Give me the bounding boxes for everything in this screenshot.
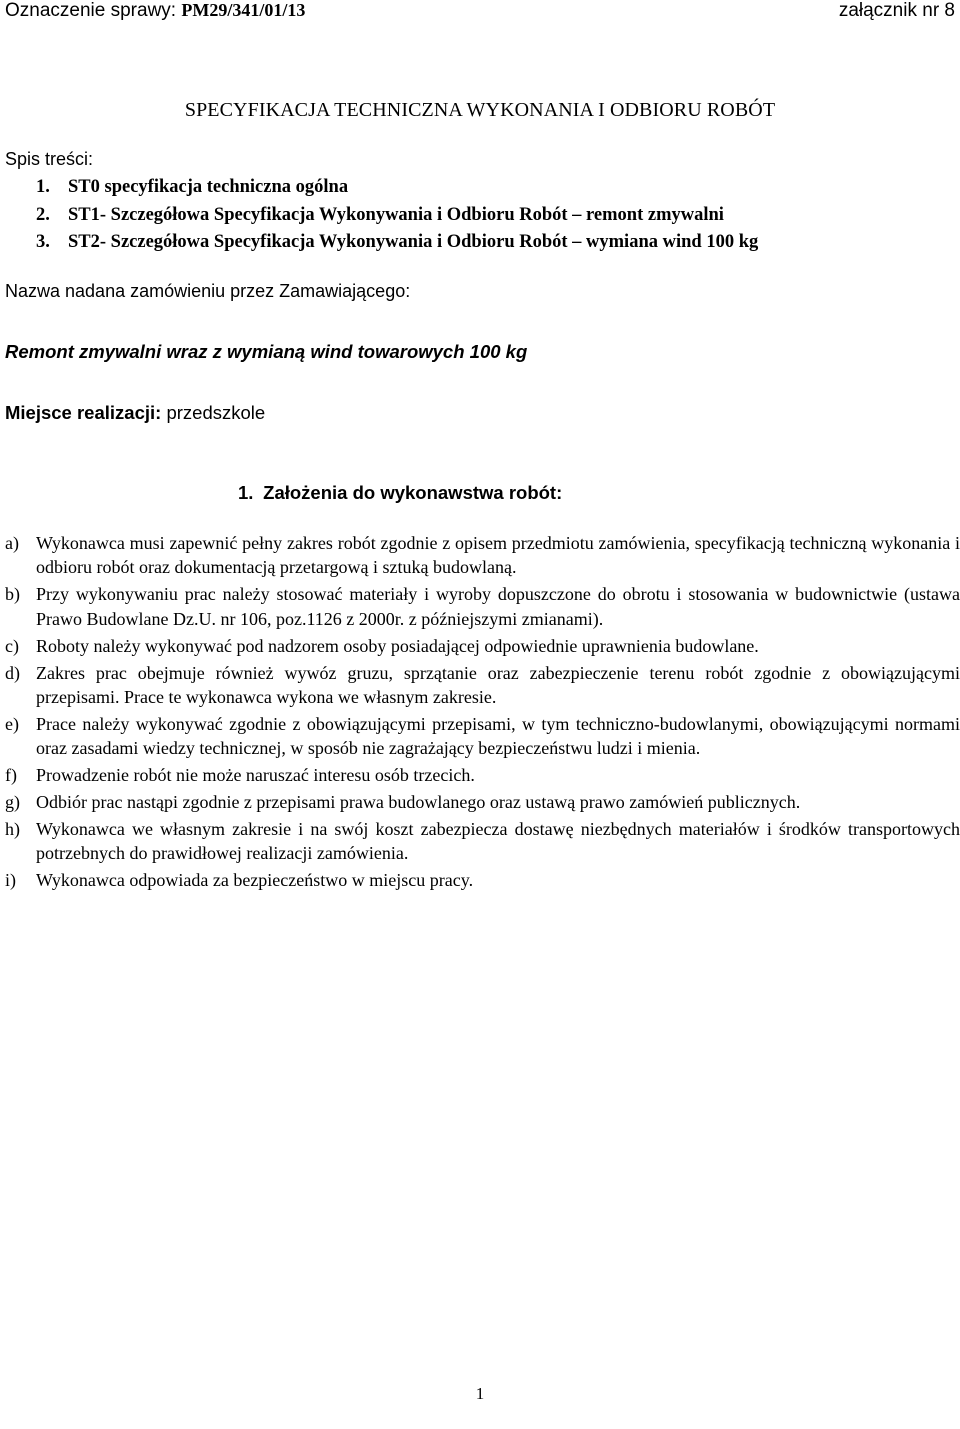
requirement-text: Roboty należy wykonywać pod nadzorem osoby posiadającej odpowiednie uprawnienia budowlane. (36, 635, 759, 656)
requirement-item (5, 582, 960, 631)
requirement-letter: a) (5, 533, 19, 553)
location (5, 402, 265, 424)
case-designation (5, 0, 305, 22)
case-number: PM29/341/01/13 (181, 0, 306, 20)
toc-item (36, 229, 758, 257)
attachment-label: załącznik nr 8 (838, 0, 955, 21)
requirement-text: Wykonawca musi zapewnić pełny zakres robót zgodnie z opisem przedmiotu zamówienia, specyfikacją techniczną wykonania i odbioru robót oraz dokumentacją przetargową i sztuką budowlaną. (36, 533, 960, 578)
section-heading (238, 482, 562, 504)
section-title: Założenia do wykonawstwa robót: (263, 482, 563, 503)
toc-item (36, 174, 758, 202)
toc-item-number: 1. (36, 177, 50, 197)
toc-item-text: ST0 specyfikacja techniczna ogólna (68, 177, 349, 197)
requirement-letter: b) (5, 584, 20, 605)
requirement-text: Przy wykonywaniu prac należy stosować materiały i wyroby dopuszczone do obrotu i stosowania w budownictwie (ustawa Prawo Budowlane Dz.U. nr 106, poz.1126 z 2000r. z późniejszymi zmianami). (36, 584, 960, 629)
section-number: 1. (238, 482, 254, 503)
requirement-item (5, 763, 960, 787)
order-name-label: Nazwa nadana zamówieniu przez Zamawiającego: (5, 281, 411, 301)
location-value: przedszkole (166, 402, 266, 423)
requirement-text: Wykonawca odpowiada za bezpieczeństwo w miejscu pracy. (36, 870, 474, 891)
requirement-letter: h) (5, 818, 20, 839)
requirement-item (5, 661, 960, 710)
order-name: Remont zmywalni wraz z wymianą wind towarowych 100 kg (5, 341, 528, 362)
toc-item (36, 202, 758, 230)
location-label: Miejsce realizacji: (5, 402, 162, 423)
requirement-text: Prace należy wykonywać zgodnie z obowiązującymi przepisami, w tym techniczno-budowlanymi, obowiązującymi normami oraz zasadami wiedzy technicznej, w sposób nie zagrażający bezpieczeństwu ludzi i mienia. (36, 713, 960, 759)
page-number: 1 (475, 1384, 485, 1403)
case-label: Oznaczenie sprawy: (5, 0, 177, 21)
toc-item-text: ST2- Szczegółowa Specyfikacja Wykonywania i Odbioru Robót – wymiana wind 100 kg (68, 232, 759, 252)
requirement-item (5, 868, 960, 892)
requirement-letter: d) (5, 662, 20, 683)
requirement-item (5, 712, 960, 761)
document-title: SPECYFIKACJA TECHNICZNA WYKONANIA I ODBIORU ROBÓT (184, 99, 776, 121)
requirement-item (5, 817, 960, 866)
requirement-letter: g) (5, 792, 20, 813)
toc-heading: Spis treści: (5, 149, 94, 169)
toc-item-text: ST1- Szczegółowa Specyfikacja Wykonywania i Odbioru Robót – remont zmywalni (68, 204, 724, 225)
requirement-letter: i) (5, 870, 16, 891)
requirement-item (5, 531, 960, 580)
requirement-letter: c) (5, 635, 19, 656)
requirement-text: Zakres prac obejmuje również wywóz gruzu, sprzątanie oraz zabezpieczenie terenu robót zgodnie z obowiązującymi przepisami. Prace te wykonawca wykona we własnym zakresie. (36, 662, 960, 707)
toc-item-number: 2. (36, 204, 50, 225)
requirement-text: Prowadzenie robót nie może naruszać interesu osób trzecich. (36, 765, 475, 786)
requirement-text: Wykonawca we własnym zakresie i na swój koszt zabezpiecza dostawę niezbędnych materiałów i środków transportowych potrzebnych do prawidłowej realizacji zamówienia. (36, 818, 960, 864)
toc-item-number: 3. (36, 232, 50, 252)
requirement-text: Odbiór prac nastąpi zgodnie z przepisami prawa budowlanego oraz ustawą prawo zamówień publicznych. (36, 792, 801, 813)
page-header (5, 0, 955, 24)
requirement-letter: f) (5, 765, 17, 786)
requirement-item (5, 634, 960, 658)
requirement-letter: e) (5, 713, 19, 734)
table-of-contents (36, 174, 758, 257)
requirement-item (5, 790, 960, 814)
requirements-list (5, 531, 960, 895)
